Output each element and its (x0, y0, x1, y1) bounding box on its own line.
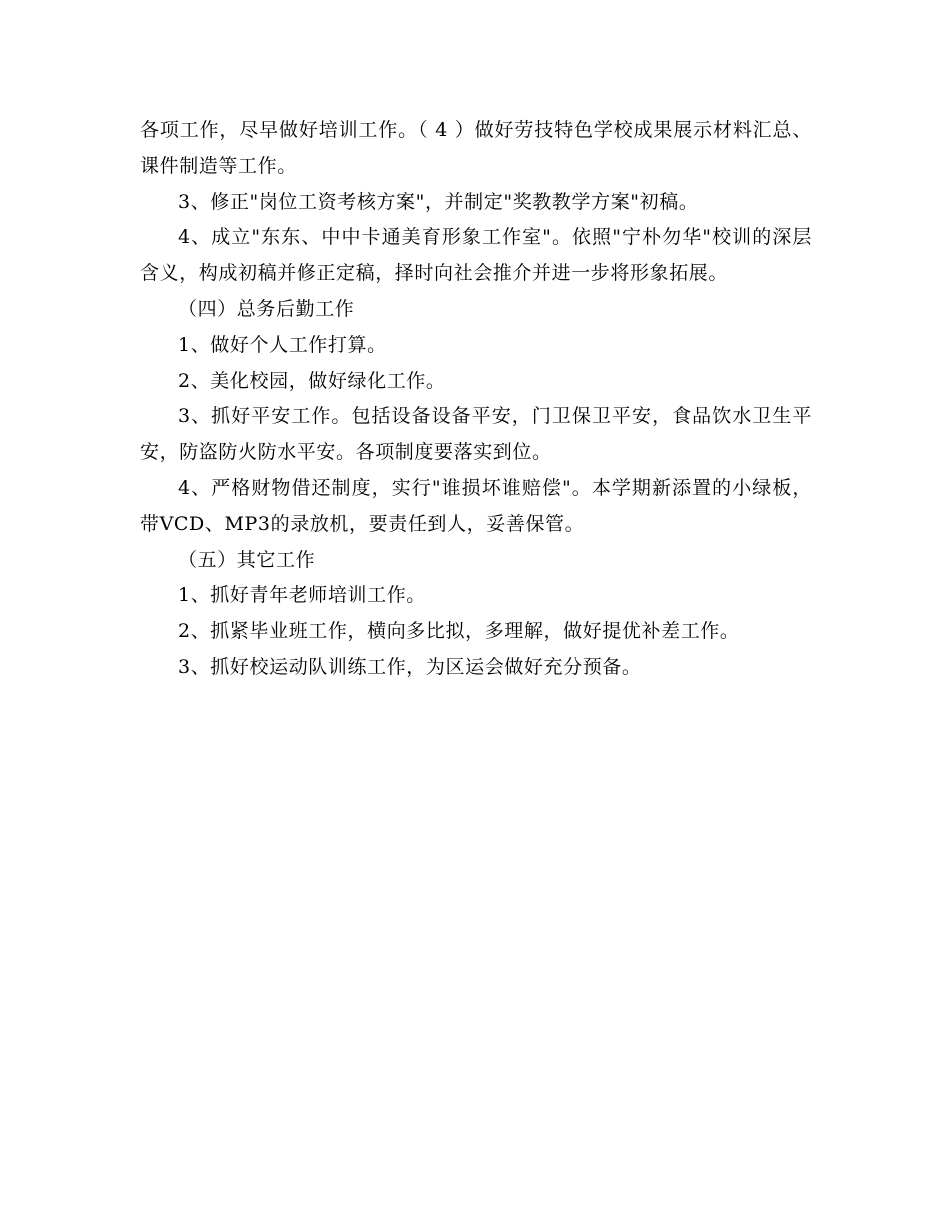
section-heading-logistics: （四）总务后勤工作 (178, 297, 355, 320)
paragraph-studio: 4、成立"东东、中中卡通美育形象工作室"。依照"宁朴勿华"校训的深层含义，构成初稿并修正定稿，择时向社会推介并进一步将形象拓展。 (140, 226, 812, 285)
paragraph-sports-team: 3、抓好校运动队训练工作，为区运会做好充分预备。 (178, 655, 642, 678)
section-heading-other-work: （五）其它工作 (178, 548, 316, 571)
paragraph-teacher-training: 1、抓好青年老师培训工作。 (178, 584, 426, 607)
paragraph-graduating-class: 2、抓紧毕业班工作，横向多比拟，多理解，做好提优补差工作。 (178, 620, 740, 643)
paragraph-property-rules: 4、严格财物借还制度，实行"谁损坏谁赔偿"。本学期新添置的小绿板，带VCD、MP3的录放机，要责任到人，妥善保管。 (140, 476, 812, 535)
paragraph-campus-greening: 2、美化校园，做好绿化工作。 (178, 369, 446, 392)
paragraph-salary-scheme: 3、修正"岗位工资考核方案"，并制定"奖教教学方案"初稿。 (178, 190, 699, 213)
paragraph-training-continuation: 各项工作，尽早做好培训工作。（ 4 ）做好劳技特色学校成果展示材料汇总、课件制造等工作。 (140, 119, 812, 177)
document-page (140, 113, 812, 686)
paragraph-safety: 3、抓好平安工作。包括设备设备平安，门卫保卫平安，食品饮水卫生平安，防盗防火防水平安。各项制度要落实到位。 (140, 405, 812, 464)
paragraph-personal-plan: 1、做好个人工作打算。 (178, 333, 387, 356)
